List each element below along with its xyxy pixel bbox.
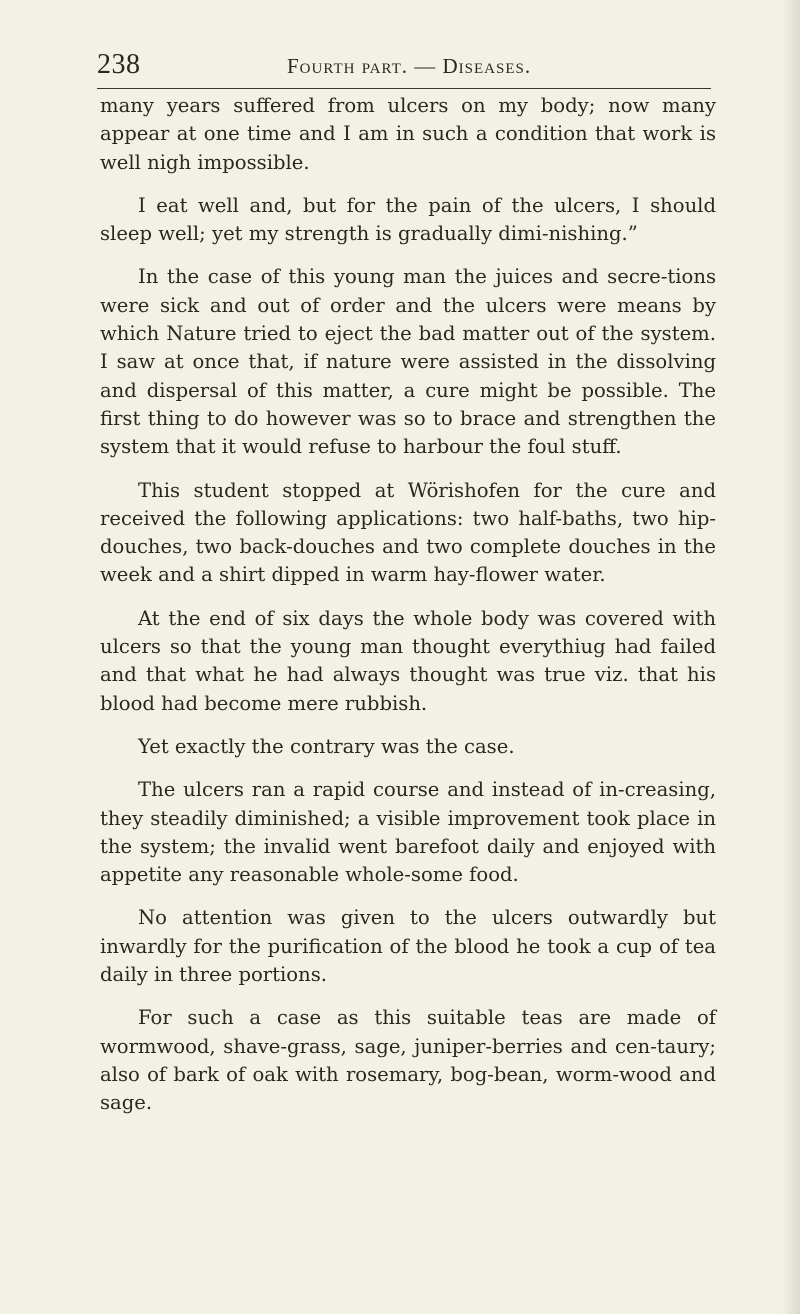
page-edge-shadow <box>782 0 800 1314</box>
body-text <box>100 92 716 1133</box>
paragraph-7: The ulcers ran a rapid course and instead of in-creasing, they steadily diminished; a visible improvement took place in the system; the invalid went barefoot daily and enjoyed with appetite any reasonable whole-some food. <box>100 778 716 887</box>
paragraph-3: In the case of this young man the juices and secre-tions were sick and out of order and the ulcers were means by which Nature tried to eject the bad matter out of the system. I saw at once that, if nature were assisted in the dissolving and dispersal of this matter, a cure might be possible. The first thing to do however was so to brace and strengthen the system that it would refuse to harbour the foul stuff. <box>100 265 716 459</box>
paragraph-2: I eat well and, but for the pain of the ulcers, I should sleep well; yet my strength is gradually dimi-nishing.” <box>100 193 716 246</box>
paragraph-9: For such a case as this suitable teas are made of wormwood, shave-grass, sage, juniper-berries and cen-taury; also of bark of oak with rosemary, bog-bean, worm-wood and sage. <box>100 1006 716 1115</box>
running-head: Fourth part. — Diseases. <box>287 54 532 78</box>
page-number: 238 <box>97 49 141 80</box>
paragraph-1: many years suffered from ulcers on my body; now many appear at one time and I am in such a condition that work is well nigh impossible. <box>100 94 716 174</box>
page-header <box>97 50 711 89</box>
paragraph-8: No attention was given to the ulcers outwardly but inwardly for the purification of the blood he took a cup of tea daily in three portions. <box>100 906 716 987</box>
paragraph-4: This student stopped at Wörishofen for the cure and received the following applications: two half-baths, two hip-douches, two back-douches and two complete douches in the week and a shirt dipped in warm hay-flower water. <box>100 478 716 587</box>
paragraph-5: At the end of six days the whole body was covered with ulcers so that the young man thought everythiug had failed and that what he had always thought was true viz. that his blood had become mere rubbish. <box>100 606 716 715</box>
paragraph-6: Yet exactly the contrary was the case. <box>138 734 515 758</box>
